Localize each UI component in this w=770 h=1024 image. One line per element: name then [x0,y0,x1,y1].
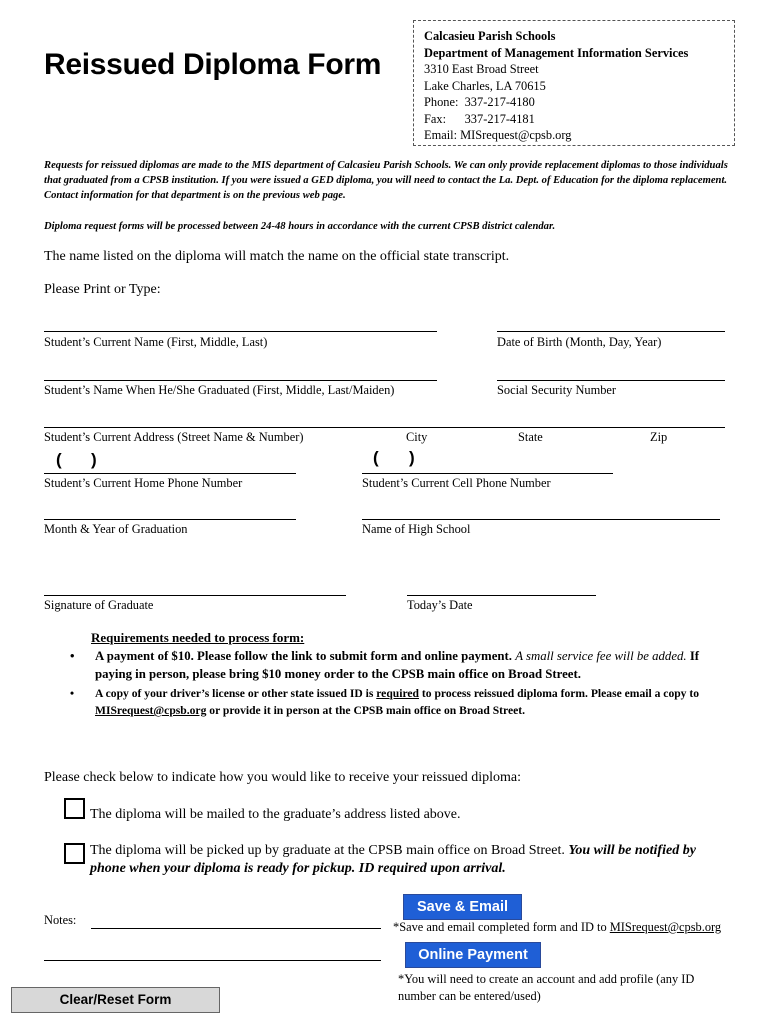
pickup-text: The diploma will be picked up by graduate at the CPSB main office on Broad Street. [90,843,565,858]
fax-number: Fax: 337-217-4181 [424,111,535,126]
home-area-open: ( [56,450,62,469]
mail-option-label: The diploma will be mailed to the graduate’s address listed above. [90,807,461,822]
grad-name-field[interactable] [44,380,437,381]
cell-area-close: ) [409,448,415,467]
current-name-field[interactable] [44,331,437,332]
requirement-payment [68,648,718,683]
email-copy-text: to process reissued diploma form. Please email a copy to [421,687,700,700]
ssn-field[interactable] [497,380,725,381]
notes-field-line-2[interactable] [44,960,381,961]
in-person-text: If paying in person, please bring $10 money order to the CPSB main office on Broad Street. [95,649,700,681]
id-text: A copy of your driver’s license or other state issued ID is [95,687,374,700]
dept-name: Department of Management Information Services [424,45,689,60]
contact-email: Email: MISrequest@cpsb.org [424,128,572,142]
delivery-prompt: Please check below to indicate how you would like to receive your reissued diploma: [44,770,522,785]
org-name: Calcasieu Parish Schools [424,29,556,43]
grad-name-label: Student’s Name When He/She Graduated (First, Middle, Last/Maiden) [44,383,395,397]
grad-date-field[interactable] [44,519,296,520]
cell-phone-field[interactable] [362,473,613,474]
pickup-checkbox[interactable] [64,843,85,864]
phone-number: Phone: 337-217-4180 [424,95,535,109]
clear-reset-button[interactable]: Clear/Reset Form [11,987,220,1013]
address-field[interactable] [44,427,725,428]
pickup-note: You will be notified by phone when your diploma is ready for pickup. ID required upon arrival. [90,843,696,876]
service-fee-text: A small service fee will be added. [515,649,687,663]
processing-note: Diploma request forms will be processed between 24-48 hours in accordance with the current CPSB district calendar. [44,221,556,232]
ssn-label: Social Security Number [497,383,617,397]
contact-info-box [413,20,735,146]
cell-area-open: ( [373,448,379,467]
address-label: Student’s Current Address (Street Name & Number) [44,430,304,444]
required-text: required [376,687,419,700]
city-state-zip: Lake Charles, LA 70615 [424,78,546,93]
name-note: The name listed on the diploma will match the name on the official state transcript. [44,249,510,264]
intro-text: Requests for reissued diplomas are made to the MIS department of Calcasieu Parish Schools. We can only provide replacement diplomas to those individuals that graduated from a CPSB institution. If you were issued a GED diploma, you will need to contact the La. Dept. of Education for the diploma replacement. Contact information for that department is on the previous web page. [44,160,728,201]
grad-date-label: Month & Year of Graduation [44,522,188,536]
notes-field-line-1[interactable] [91,928,381,929]
current-name-label: Student’s Current Name (First, Middle, Last) [44,335,268,349]
save-note-text: *Save and email completed form and ID to [393,920,607,934]
mail-checkbox[interactable] [64,798,85,819]
payment-note: *You will need to create an account and add profile (any ID number can be entered/used) [398,972,695,1003]
cell-phone-label: Student’s Current Cell Phone Number [362,476,551,490]
dob-label: Date of Birth (Month, Day, Year) [497,335,662,349]
requirements-heading: Requirements needed to process form: [91,630,305,645]
today-date-label: Today’s Date [407,598,473,612]
zip-label: Zip [650,430,668,444]
provide-in-person-text: or provide it in person at the CPSB main office on Broad Street. [209,704,525,717]
bullet-icon: • [70,687,75,700]
high-school-field[interactable] [362,519,720,520]
notes-label: Notes: [44,913,77,927]
signature-field[interactable] [44,595,346,596]
save-email-button[interactable]: Save & Email [403,894,522,920]
form-title: Reissued Diploma Form [44,48,382,81]
dob-field[interactable] [497,331,725,332]
requirements-section [68,630,718,719]
city-label: City [406,430,428,444]
home-area-close: ) [91,450,97,469]
bullet-icon: • [70,649,75,663]
save-note [393,920,721,935]
signature-label: Signature of Graduate [44,598,154,612]
home-phone-field[interactable] [44,473,296,474]
today-date-field[interactable] [407,595,596,596]
mis-email-link[interactable]: MISrequest@cpsb.org [95,704,207,717]
online-payment-button[interactable]: Online Payment [405,942,541,968]
high-school-label: Name of High School [362,522,471,536]
requirement-id [68,685,718,719]
print-or-type: Please Print or Type: [44,282,161,297]
street-address: 3310 East Broad Street [424,62,539,76]
save-note-email-link[interactable]: MISrequest@cpsb.org [609,920,722,934]
pickup-option-label [90,842,730,878]
state-label: State [518,430,543,444]
payment-text: A payment of $10. Please follow the link to submit form and online payment. [95,649,512,663]
home-phone-label: Student’s Current Home Phone Number [44,476,243,490]
